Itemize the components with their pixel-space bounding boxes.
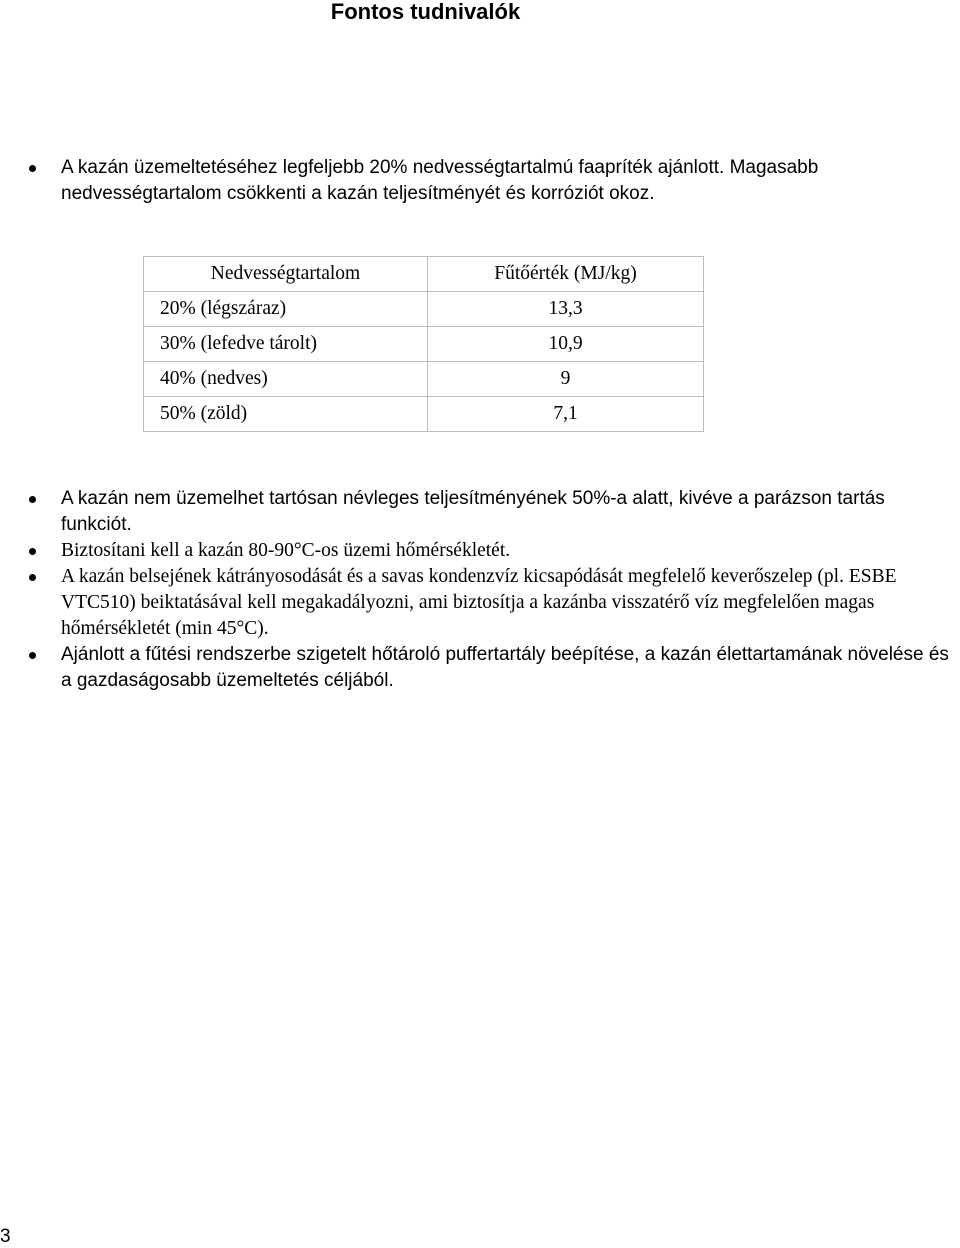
page-number: 3 [0,1226,11,1247]
table-row [144,362,704,397]
table-cell: 30% (lefedve tárolt) [144,327,428,362]
table-row [144,327,704,362]
bullet-icon [29,496,36,503]
table-cell: 7,1 [428,397,704,432]
table-cell: 40% (nedves) [144,362,428,397]
table-row [144,397,704,432]
page-title: Fontos tudnivalók [330,0,521,24]
bullet-icon [29,548,36,555]
bullet-icon [29,165,36,172]
table-cell: 50% (zöld) [144,397,428,432]
list-item [0,642,960,694]
bullet-icon [29,652,36,659]
table-cell: 10,9 [428,327,704,362]
list-item-text: Biztosítani kell a kazán 80-90°C-os üzemi hőmérsékletét. [61,540,511,561]
list-item-text: Ajánlott a fűtési rendszerbe szigetelt hőtároló puffertartály beépítése, a kazán élettartamának növelése és a gazdaságosabb üzemeltetés céljából. [61,644,949,691]
list-item-text: A kazán belsejének kátrányosodását és a savas kondenzvíz kicsapódását megfelelő keverőszelep (pl. ESBE VTC510) beiktatásával kell megakadályozni, ami biztosítja a kazánba visszatérő víz megfelelően magas hőmérsékletét (min 45°C). [61,566,897,639]
column-header: Fűtőérték (MJ/kg) [428,257,704,292]
table-cell: 20% (légszáraz) [144,292,428,327]
list-item-text: A kazán üzemeltetéséhez legfeljebb 20% nedvességtartalmú faapríték ajánlott. Magasabb nedvességtartalom csökkenti a kazán teljesítményét és korróziót okoz. [61,157,819,204]
table-row [144,292,704,327]
table-cell: 13,3 [428,292,704,327]
notes-bullet-list [0,486,960,694]
list-item [0,564,960,642]
list-item [0,538,960,564]
column-header: Nedvességtartalom [144,257,428,292]
bullet-icon [29,574,36,581]
list-item [0,155,960,207]
list-item [0,486,960,538]
moisture-table [143,256,704,432]
table-header-row [144,257,704,292]
list-item-text: A kazán nem üzemelhet tartósan névleges teljesítményének 50%-a alatt, kivéve a parázson tartás funkciót. [61,488,885,535]
table-cell: 9 [428,362,704,397]
intro-bullet-list [0,155,960,207]
